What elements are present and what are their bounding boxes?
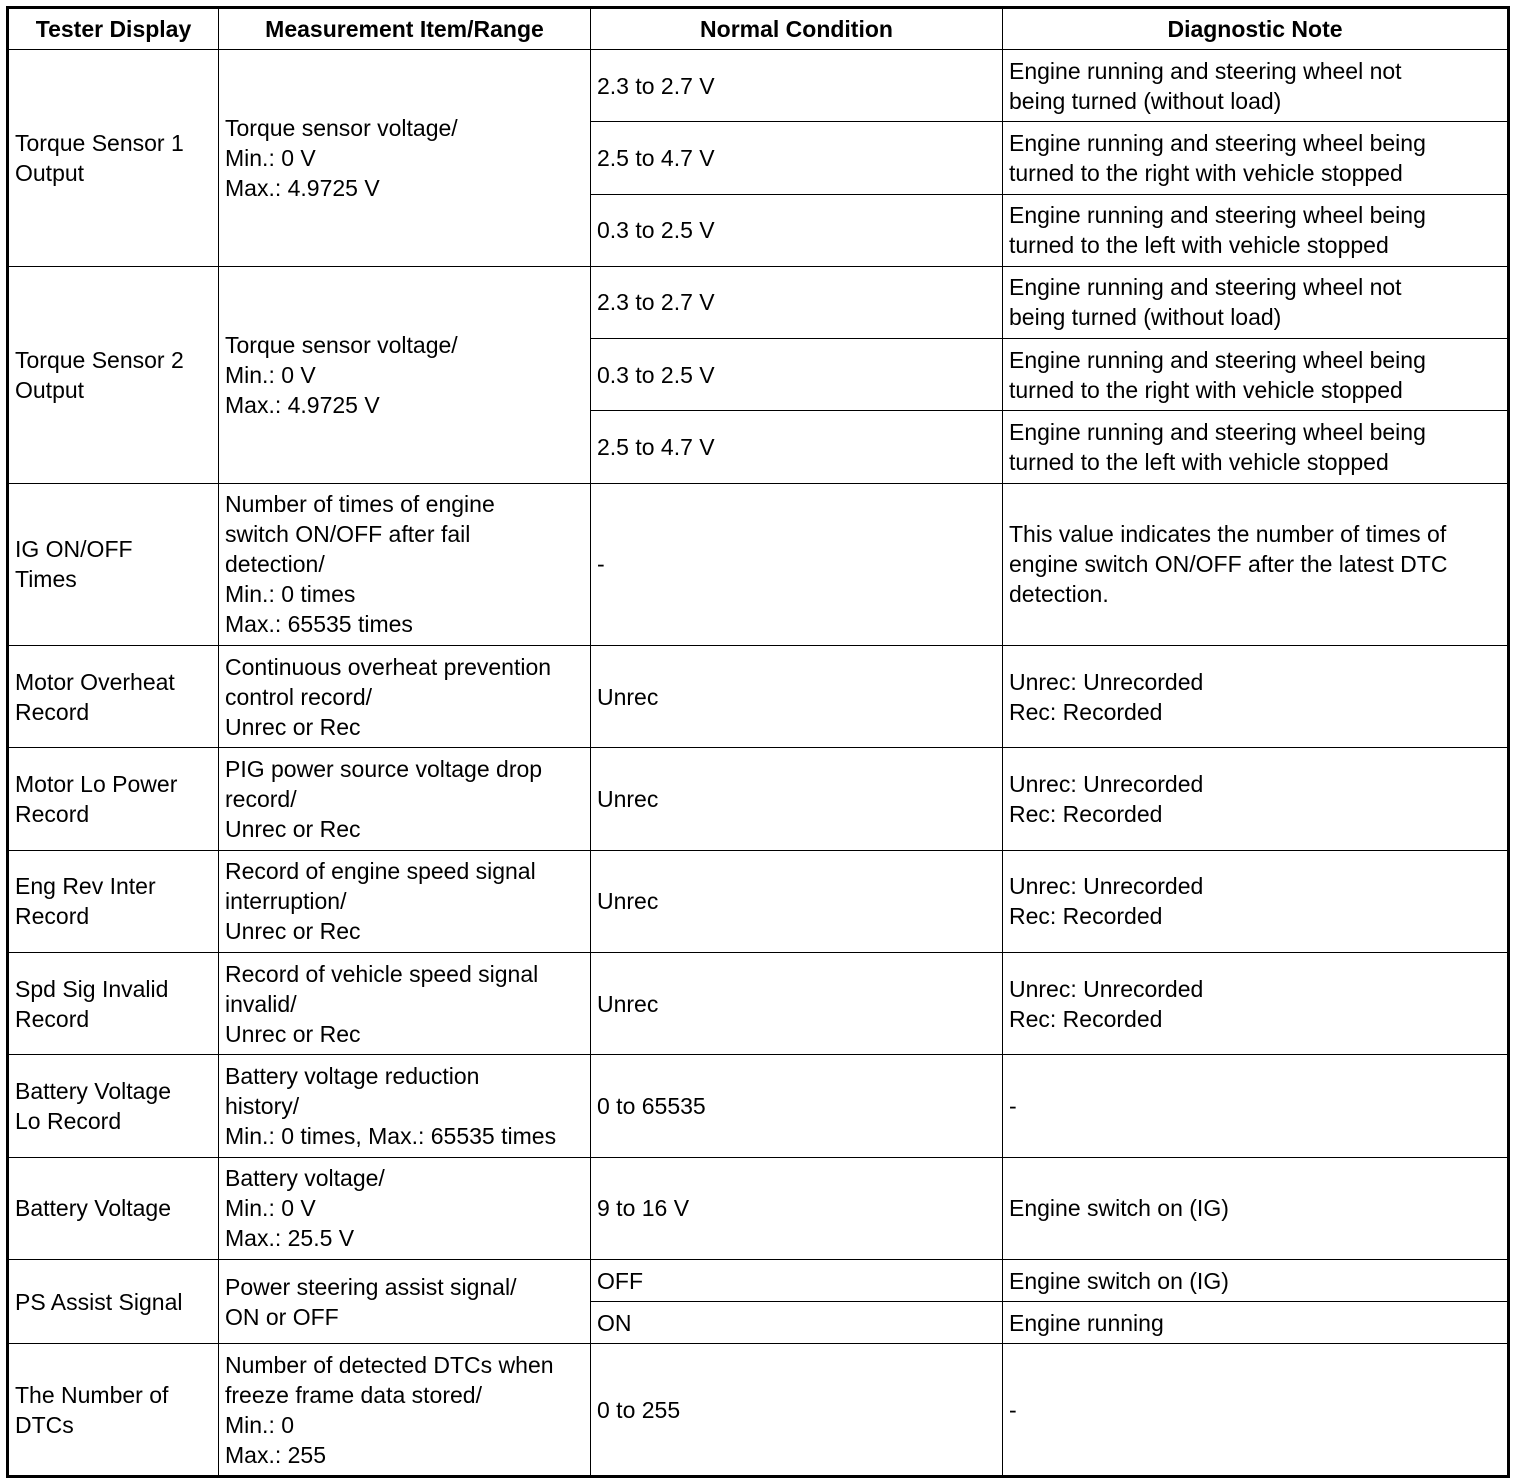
header-tester-display: Tester Display <box>8 8 219 50</box>
tester-display-cell: Motor Lo Power Record <box>8 748 219 850</box>
table-row <box>8 50 1509 122</box>
measurement-cell: Torque sensor voltage/ Min.: 0 V Max.: 4.9725 V <box>219 266 591 483</box>
tester-display-cell: Eng Rev Inter Record <box>8 850 219 952</box>
tester-display-cell: Battery Voltage Lo Record <box>8 1055 219 1157</box>
tester-display-cell: Battery Voltage <box>8 1157 219 1259</box>
measurement-cell: Number of times of engine switch ON/OFF after fail detection/ Min.: 0 times Max.: 65535 times <box>219 483 591 646</box>
measurement-cell: Torque sensor voltage/ Min.: 0 V Max.: 4.9725 V <box>219 50 591 267</box>
normal-condition-cell: 0 to 65535 <box>591 1055 1003 1157</box>
measurement-cell: Number of detected DTCs when freeze frame data stored/ Min.: 0 Max.: 255 <box>219 1344 591 1477</box>
measurement-cell: Battery voltage reduction history/ Min.: 0 times, Max.: 65535 times <box>219 1055 591 1157</box>
normal-condition-cell: 2.3 to 2.7 V <box>591 266 1003 338</box>
table-row <box>8 1260 1509 1302</box>
table-row <box>8 483 1509 646</box>
normal-condition-cell: 9 to 16 V <box>591 1157 1003 1259</box>
table-row <box>8 1344 1509 1477</box>
tester-display-cell: Motor Overheat Record <box>8 646 219 748</box>
header-row <box>8 8 1509 50</box>
diagnostic-note-cell: - <box>1003 1344 1509 1477</box>
normal-condition-cell: OFF <box>591 1260 1003 1302</box>
measurement-cell: Power steering assist signal/ ON or OFF <box>219 1260 591 1344</box>
header-diagnostic-note: Diagnostic Note <box>1003 8 1509 50</box>
normal-condition-cell: 2.3 to 2.7 V <box>591 50 1003 122</box>
diagnostic-note-cell: Unrec: Unrecorded Rec: Recorded <box>1003 748 1509 850</box>
diagnostic-note-cell: Unrec: Unrecorded Rec: Recorded <box>1003 953 1509 1055</box>
diagnostic-note-cell: Unrec: Unrecorded Rec: Recorded <box>1003 646 1509 748</box>
tester-display-cell: Torque Sensor 2 Output <box>8 266 219 483</box>
diagnostic-note-cell: This value indicates the number of times of engine switch ON/OFF after the latest DTC detection. <box>1003 483 1509 646</box>
normal-condition-cell: 0.3 to 2.5 V <box>591 194 1003 266</box>
table-row <box>8 850 1509 952</box>
header-normal-condition: Normal Condition <box>591 8 1003 50</box>
tester-display-cell: Torque Sensor 1 Output <box>8 50 219 267</box>
normal-condition-cell: - <box>591 483 1003 646</box>
measurement-cell: Battery voltage/ Min.: 0 V Max.: 25.5 V <box>219 1157 591 1259</box>
diagnostic-note-cell: - <box>1003 1055 1509 1157</box>
normal-condition-cell: Unrec <box>591 850 1003 952</box>
normal-condition-cell: Unrec <box>591 646 1003 748</box>
diagnostic-note-cell: Engine running and steering wheel not being turned (without load) <box>1003 50 1509 122</box>
normal-condition-cell: ON <box>591 1302 1003 1344</box>
normal-condition-cell: Unrec <box>591 748 1003 850</box>
tester-display-cell: PS Assist Signal <box>8 1260 219 1344</box>
diagnostic-note-cell: Engine running and steering wheel being turned to the right with vehicle stopped <box>1003 339 1509 411</box>
measurement-cell: PIG power source voltage drop record/ Unrec or Rec <box>219 748 591 850</box>
measurement-cell: Record of engine speed signal interruption/ Unrec or Rec <box>219 850 591 952</box>
measurement-cell: Continuous overheat prevention control record/ Unrec or Rec <box>219 646 591 748</box>
normal-condition-cell: Unrec <box>591 953 1003 1055</box>
diagnostic-note-cell: Engine switch on (IG) <box>1003 1157 1509 1259</box>
data-list-table <box>6 6 1510 1478</box>
diagnostic-note-cell: Engine running and steering wheel not being turned (without load) <box>1003 266 1509 338</box>
normal-condition-cell: 2.5 to 4.7 V <box>591 122 1003 194</box>
normal-condition-cell: 0 to 255 <box>591 1344 1003 1477</box>
diagnostic-note-cell: Unrec: Unrecorded Rec: Recorded <box>1003 850 1509 952</box>
diagnostic-note-cell: Engine running <box>1003 1302 1509 1344</box>
diagnostic-note-cell: Engine running and steering wheel being turned to the left with vehicle stopped <box>1003 194 1509 266</box>
table-row <box>8 646 1509 748</box>
measurement-cell: Record of vehicle speed signal invalid/ Unrec or Rec <box>219 953 591 1055</box>
tester-display-cell: Spd Sig Invalid Record <box>8 953 219 1055</box>
table-row <box>8 748 1509 850</box>
table-row <box>8 953 1509 1055</box>
normal-condition-cell: 0.3 to 2.5 V <box>591 339 1003 411</box>
diagnostic-note-cell: Engine running and steering wheel being turned to the left with vehicle stopped <box>1003 411 1509 483</box>
diagnostic-note-cell: Engine running and steering wheel being turned to the right with vehicle stopped <box>1003 122 1509 194</box>
header-measurement: Measurement Item/Range <box>219 8 591 50</box>
diagnostic-note-cell: Engine switch on (IG) <box>1003 1260 1509 1302</box>
normal-condition-cell: 2.5 to 4.7 V <box>591 411 1003 483</box>
tester-display-cell: The Number of DTCs <box>8 1344 219 1477</box>
tester-display-cell: IG ON/OFF Times <box>8 483 219 646</box>
table-row <box>8 1157 1509 1259</box>
table-row <box>8 1055 1509 1157</box>
table-row <box>8 266 1509 338</box>
